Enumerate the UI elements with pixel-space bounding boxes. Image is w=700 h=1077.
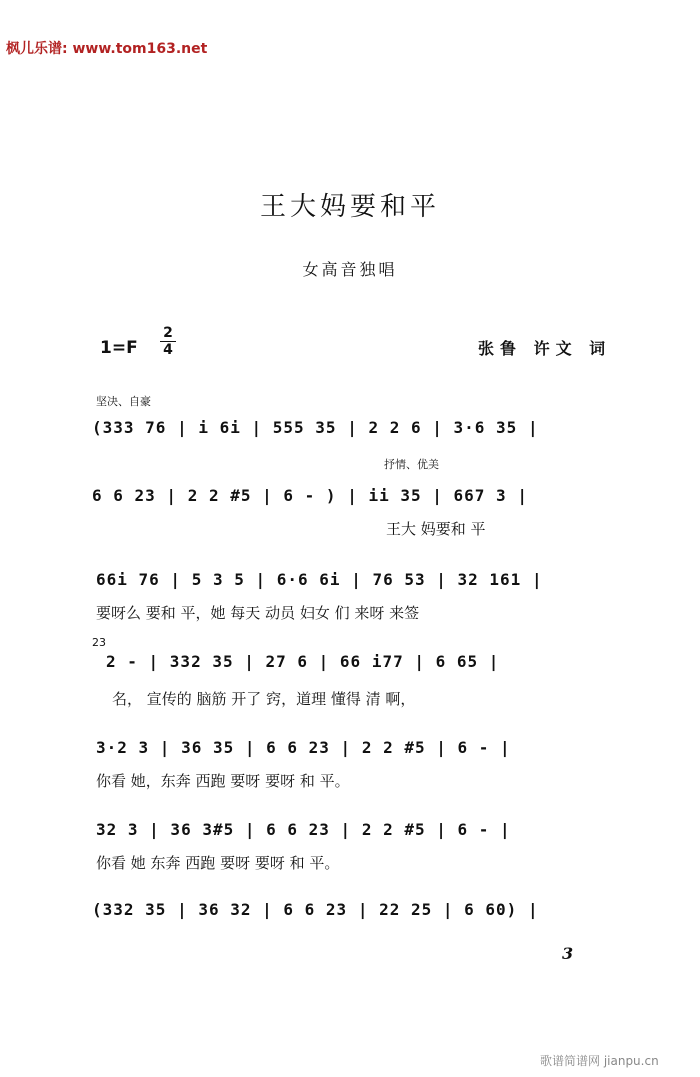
lyrics-line-5: 你看 她，东奔 西跑 要呀 要呀 和 平。 xyxy=(96,772,350,790)
page-number: 3 xyxy=(562,944,574,963)
lyricist-credit: 张鲁 许文 词 xyxy=(478,339,612,358)
lyrics-line-3: 要呀么 要和 平，她 每天 动员 妇女 们 来呀 来签 xyxy=(96,604,420,622)
lyrics-line-6: 你看 她 东奔 西跑 要呀 要呀 和 平。 xyxy=(96,854,340,872)
notation-line-7: (332 35 | 36 32 | 6 6 23 | 22 25 | 6 60) | xyxy=(92,900,539,919)
time-signature xyxy=(160,326,176,357)
notation-line-2: 6 6 23 | 2 2 #5 | 6 - ) | ii 35 | 667 3 | xyxy=(92,486,528,505)
notation-line-6: 32 3 | 36 3#5 | 6 6 23 | 2 2 #5 | 6 - | xyxy=(96,820,511,839)
header-watermark: 枫儿乐谱: www.tom163.net xyxy=(6,41,208,57)
song-title: 王大妈要和平 xyxy=(259,192,440,222)
expression-intro: 坚决、自豪 xyxy=(96,395,151,408)
time-signature-bottom: 4 xyxy=(163,342,173,358)
lyrics-line-2: 王大 妈要和 平 xyxy=(386,520,486,538)
song-subtitle: 女高音独唱 xyxy=(302,260,398,279)
footer-watermark: 歌谱简谱网 jianpu.cn xyxy=(540,1054,659,1068)
notation-line-4: 2 - | 332 35 | 27 6 | 66 i77 | 6 65 | xyxy=(106,652,500,671)
key-signature: 1=F xyxy=(100,338,138,358)
notation-line-5: 3·2 3 | 36 35 | 6 6 23 | 2 2 #5 | 6 - | xyxy=(96,738,511,757)
time-signature-top: 2 xyxy=(163,325,173,341)
notation-line-3: 66i 76 | 5 3 5 | 6·6 6i | 76 53 | 32 161 | xyxy=(96,570,543,589)
lyrics-line-4: 名， 宣传的 脑筋 开了 窍，道理 懂得 清 啊， xyxy=(112,690,416,708)
grace-note: 23 xyxy=(92,636,106,649)
expression-verse: 抒情、优美 xyxy=(384,458,439,471)
notation-line-1: (333 76 | i 6i | 555 35 | 2 2 6 | 3·6 35 | xyxy=(92,418,539,437)
